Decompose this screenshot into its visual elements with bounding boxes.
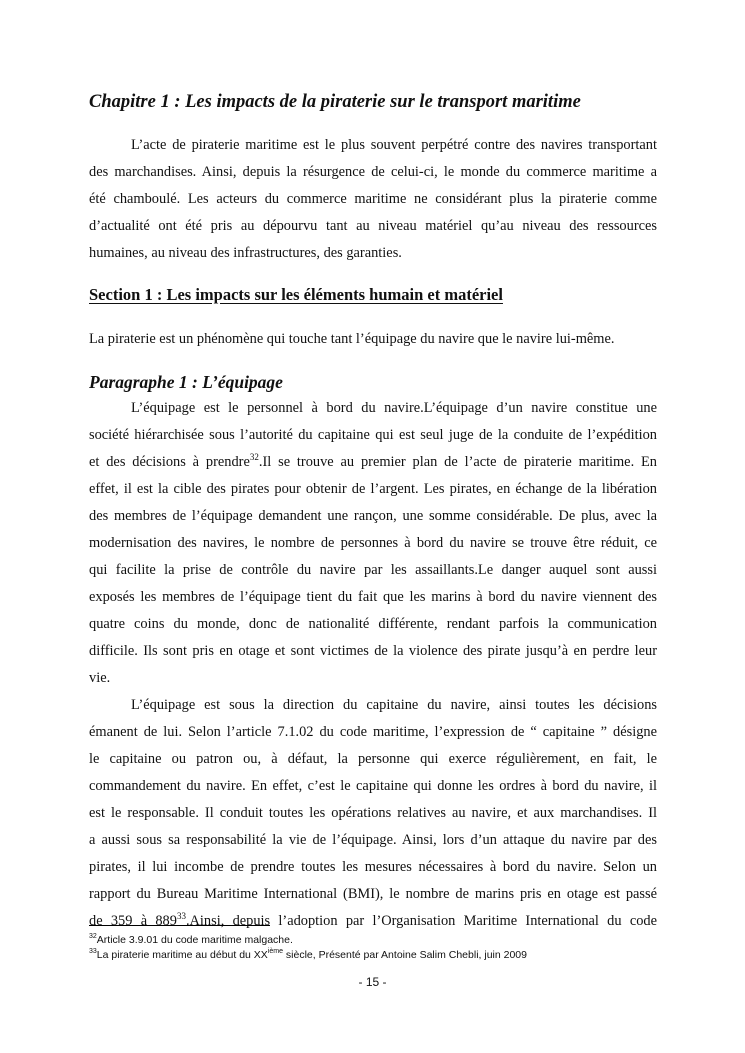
body-line: difficile. Ils sont pris en otage et sont victimes de la violence des pirate jusqu’à en perdre leur	[89, 643, 657, 659]
body-line: L’équipage est sous la direction du capitaine du navire, ainsi toutes les décisions	[131, 697, 657, 713]
body-line: est le responsable. Il conduit toutes les opérations relatives au navire, et aux marchandises. Il	[89, 805, 657, 821]
body-line: des membres de l’équipage demandent une rançon, une somme considérable. De plus, avec la	[89, 508, 657, 524]
body-line: quatre coins du monde, donc de nationalité différente, rendant parfois la communication	[89, 616, 657, 632]
body-text: .Il se trouve au premier plan de l’acte de piraterie maritime. En	[258, 454, 657, 470]
body-text: de 359 à 889	[89, 913, 177, 929]
footnote-number: 33	[89, 948, 97, 955]
body-line: rapport du Bureau Maritime International (BMI), le nombre de marins pris en otage est passé	[89, 886, 657, 902]
footnote-text: siècle, Présenté par Antoine Salim Chebli, juin 2009	[283, 949, 527, 961]
footnote-text: Article 3.9.01 du code maritime malgache.	[96, 934, 293, 946]
body-line: L’équipage est le personnel à bord du navire.L’équipage d’un navire constitue une	[131, 400, 657, 416]
footnote	[89, 933, 669, 947]
body-line	[89, 452, 657, 472]
page-number: - 15 -	[358, 975, 387, 989]
intro-line: été chamboulé. Les acteurs du commerce maritime ne considérant plus la piraterie comme	[89, 191, 657, 207]
section-intro: La piraterie est un phénomène qui touche tant l’équipage du navire que le navire lui-même.	[89, 331, 615, 347]
footnote-number: 32	[89, 933, 97, 940]
body-line: le capitaine ou patron ou, à défaut, la personne qui exerce régulièrement, en fait, le	[89, 751, 657, 767]
body-line: exposés les membres de l’équipage tient du fait que les marins à bord du navire viennent des	[89, 589, 657, 605]
section-title: Section 1 : Les impacts sur les éléments humain et matériel	[89, 285, 503, 304]
body-text: et des décisions à prendre	[89, 454, 250, 470]
footnote-ref[interactable]: 32	[249, 452, 259, 462]
body-line: effet, il est la cible des pirates pour obtenir de l’argent. Les pirates, en échange de la libération	[89, 481, 657, 497]
footnote-text: La piraterie maritime au début du XX	[96, 949, 268, 961]
body-line: vie.	[89, 670, 111, 686]
body-line: émanent de lui. Selon l’article 7.1.02 du code maritime, l’expression de “ capitaine ” désigne	[89, 724, 657, 740]
body-text: .Ainsi, depuis l’adoption par l’Organisation Maritime International du code	[185, 913, 658, 929]
footnote-separator	[89, 925, 270, 926]
body-line: pirates, il lui incombe de prendre toutes les mesures nécessaires à bord du navire. Selon un	[89, 859, 657, 875]
intro-line: des marchandises. Ainsi, depuis la résurgence de celui-ci, le monde du commerce maritime a	[89, 164, 657, 180]
body-line: a aussi sous sa responsabilité la vie de l’équipage. Ainsi, lors d’un attaque du navire par des	[89, 832, 657, 848]
intro-line: humaines, au niveau des infrastructures, des garanties.	[89, 245, 402, 261]
paragraph-title: Paragraphe 1 : L’équipage	[89, 372, 283, 392]
body-line: commandement du navire. En effet, c’est le capitaine qui donne les ordres à bord du navire, il	[89, 778, 657, 794]
body-line: qui facilite la prise de contrôle du navire par les assaillants.Le danger auquel sont aussi	[89, 562, 657, 578]
body-line: société hiérarchisée sous l’autorité du capitaine qui est seul juge de la conduite de l’expédition	[89, 427, 657, 443]
body-line: modernisation des navires, le nombre de personnes à bord du navire se trouve être réduit, ce	[89, 535, 657, 551]
body-line	[89, 911, 657, 931]
chapter-title: Chapitre 1 : Les impacts de la piraterie sur le transport maritime	[89, 92, 581, 112]
intro-line: d’actualité ont été pris au dépourvu tant au niveau matériel qu’au niveau des ressources	[89, 218, 657, 234]
footnote	[89, 948, 669, 962]
footnote-superscript: ième	[267, 948, 283, 955]
intro-line: L’acte de piraterie maritime est le plus souvent perpétré contre des navires transportant	[131, 137, 657, 153]
footnote-ref[interactable]: 33	[176, 911, 186, 921]
